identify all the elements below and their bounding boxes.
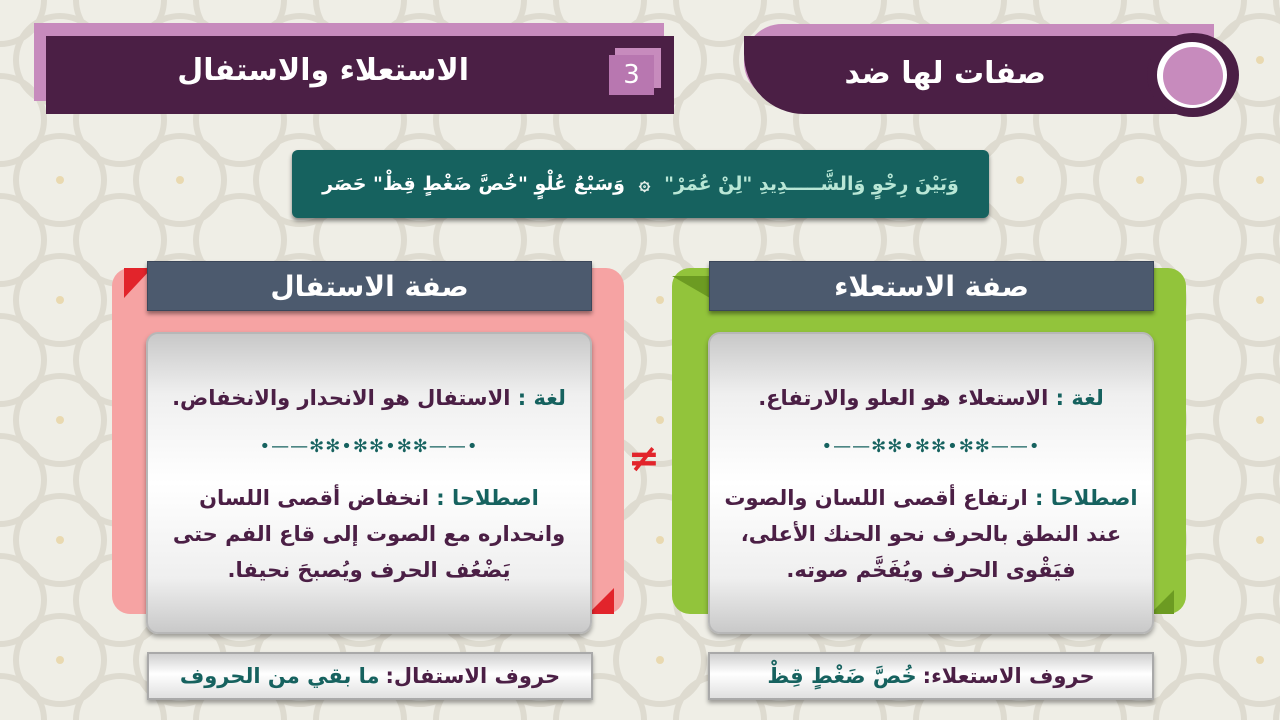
istifal-letters-label: حروف الاستفال: <box>385 664 561 688</box>
isteela-header: صفة الاستعلاء <box>709 261 1154 311</box>
istifal-term-def <box>160 480 578 588</box>
section-banner <box>744 36 1196 114</box>
verse-separator-icon: ۞ <box>638 173 651 195</box>
istifal-divider: •——✻✻•✻✻•✻✻——• <box>259 436 479 457</box>
isteela-term-text: ارتفاع أقصى اللسان والصوت عند النطق بالحرف نحو الحنك الأعلى، فيَقْوى الحرف ويُفَخَّم صوته. <box>724 486 1122 582</box>
isteela-letters-bar <box>708 652 1154 700</box>
istifal-language-text: الاستفال هو الانحدار والانخفاض. <box>172 386 511 410</box>
isteela-letters-value: خُصَّ ضَغْطٍ قِظْ <box>767 664 917 688</box>
istifal-definition-box <box>146 332 592 634</box>
isteela-definition-box <box>708 332 1154 634</box>
isteela-corner-top <box>672 276 710 298</box>
istifal-term-label: اصطلاحا : <box>436 486 539 510</box>
verse-part-2: وَسَبْعُ عُلْوٍ "خُصَّ ضَغْطٍ قِظْ" حَصَر <box>322 173 625 195</box>
istifal-language-label: لغة : <box>517 386 566 410</box>
verse-part-1: وَبَيْنَ رِخْوٍ وَالشَّـــــدِيدِ "لِنْ عُمَرْ" <box>664 173 959 195</box>
istifal-header: صفة الاستفال <box>147 261 592 311</box>
isteela-divider: •——✻✻•✻✻•✻✻——• <box>821 436 1041 457</box>
istifal-language-def <box>148 382 590 414</box>
isteela-language-label: لغة : <box>1055 386 1104 410</box>
slide-number: 3 <box>609 55 654 95</box>
istifal-letters-value: ما بقي من الحروف <box>179 664 380 688</box>
section-title: صفات لها ضد <box>844 56 1046 91</box>
istifal-term-text: انخفاض أقصى اللسان وانحداره مع الصوت إلى قاع الفم حتى يَضْعُف الحرف ويُصبحَ نحيفا. <box>172 486 566 582</box>
isteela-term-def <box>722 480 1140 588</box>
not-equal-icon: ≠ <box>628 436 660 480</box>
isteela-term-label: اصطلاحا : <box>1034 486 1138 510</box>
istifal-letters-bar <box>147 652 593 700</box>
slide-title: الاستعلاء والاستفال <box>177 53 469 88</box>
isteela-letters-label: حروف الاستعلاء: <box>922 664 1095 688</box>
title-banner <box>46 36 674 114</box>
verse-banner <box>292 150 989 218</box>
isteela-language-text: الاستعلاء هو العلو والارتفاع. <box>758 386 1049 410</box>
circle-dot-icon <box>1163 47 1223 105</box>
isteela-language-def <box>710 382 1152 414</box>
